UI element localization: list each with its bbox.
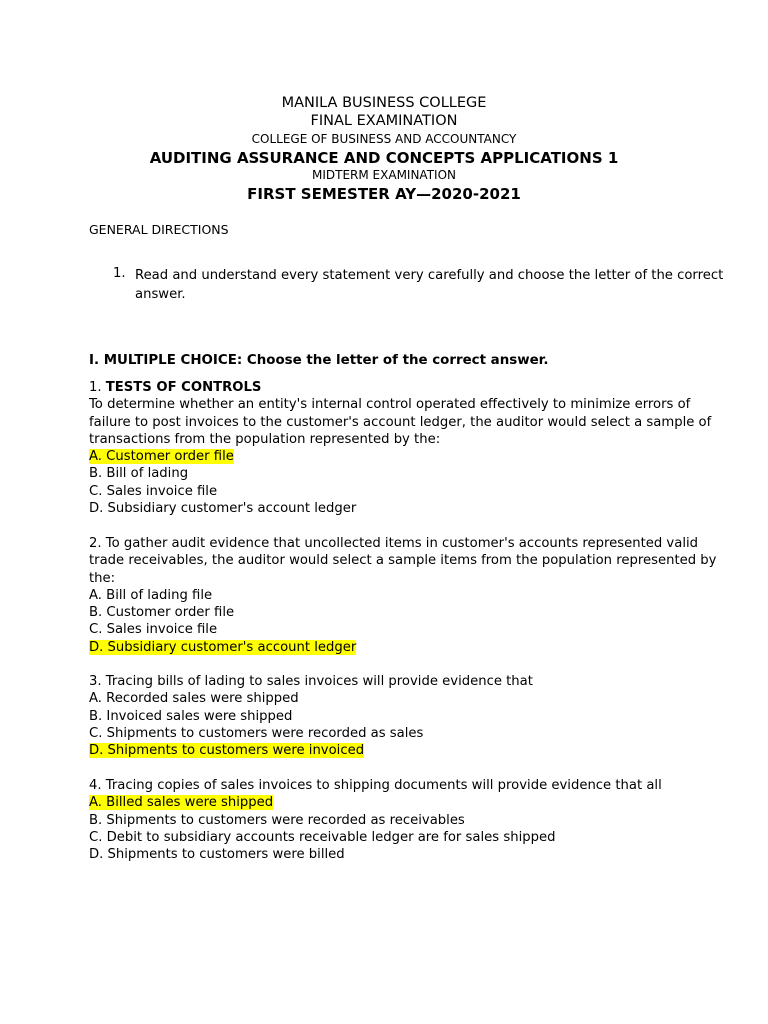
- answer-choice: C. Sales invoice file: [89, 622, 218, 638]
- school-name: MANILA BUSINESS COLLEGE: [281, 95, 487, 111]
- answer-choice: B. Customer order file: [89, 605, 235, 621]
- answer-choice: B. Bill of lading: [89, 466, 189, 482]
- answer-choice: C. Shipments to customers were recorded as sales: [89, 725, 424, 741]
- question-text-line: trade receivables, the auditor would select a sample items from the population represented by: [89, 553, 717, 569]
- answer-choice-highlighted: D. Subsidiary customer's account ledger: [89, 639, 357, 655]
- question-text-line: the:: [89, 570, 116, 586]
- semester-line: FIRST SEMESTER AY—2020-2021: [247, 185, 521, 203]
- question-text-line: To determine whether an entity's internal control operated effectively to minimize errors of: [89, 397, 691, 413]
- question-4: [89, 777, 662, 863]
- question-text-line: 2. To gather audit evidence that uncollected items in customer's accounts represented valid: [89, 536, 699, 551]
- question-1: [89, 379, 711, 517]
- question-text-line: failure to post invoices to the customer's account ledger, the auditor would select a sample of: [89, 414, 712, 430]
- answer-choice-highlighted: D. Shipments to customers were invoiced: [89, 743, 365, 759]
- college-name: COLLEGE OF BUSINESS AND ACCOUNTANCY: [251, 132, 517, 146]
- answer-choice-highlighted: A. Customer order file: [89, 449, 234, 465]
- answer-choice: A. Recorded sales were shipped: [89, 691, 299, 707]
- question-topic: TESTS OF CONTROLS: [105, 380, 262, 395]
- question-3: [89, 673, 533, 759]
- answer-choice: D. Subsidiary customer's account ledger: [89, 501, 357, 517]
- direction-number: 1.: [113, 266, 126, 281]
- exam-type: MIDTERM EXAMINATION: [312, 168, 456, 182]
- directions-title: GENERAL DIRECTIONS: [89, 222, 229, 237]
- direction-text: [135, 266, 723, 304]
- question-2: [89, 535, 716, 656]
- question-text-line: 4. Tracing copies of sales invoices to shipping documents will provide evidence that all: [89, 778, 662, 793]
- question-number: 1.: [89, 380, 106, 395]
- direction-line: answer.: [135, 287, 186, 302]
- answer-choice: A. Bill of lading file: [89, 587, 213, 603]
- answer-choice: C. Debit to subsidiary accounts receivable ledger are for sales shipped: [89, 829, 556, 845]
- answer-choice: B. Invoiced sales were shipped: [89, 708, 293, 724]
- question-text-line: 3. Tracing bills of lading to sales invoices will provide evidence that: [89, 674, 533, 689]
- answer-choice-highlighted: A. Billed sales were shipped: [89, 795, 274, 811]
- question-text-line: transactions from the population represented by the:: [89, 431, 441, 447]
- exam-title: FINAL EXAMINATION: [310, 113, 458, 129]
- answer-choice: C. Sales invoice file: [89, 483, 218, 499]
- section-title: I. MULTIPLE CHOICE: Choose the letter of the correct answer.: [89, 353, 549, 368]
- answer-choice: B. Shipments to customers were recorded as receivables: [89, 812, 465, 828]
- course-title: AUDITING ASSURANCE AND CONCEPTS APPLICATIONS 1: [149, 149, 619, 167]
- answer-choice: D. Shipments to customers were billed: [89, 847, 345, 863]
- question-heading: [89, 379, 711, 396]
- direction-line: Read and understand every statement very carefully and choose the letter of the correct: [135, 268, 724, 283]
